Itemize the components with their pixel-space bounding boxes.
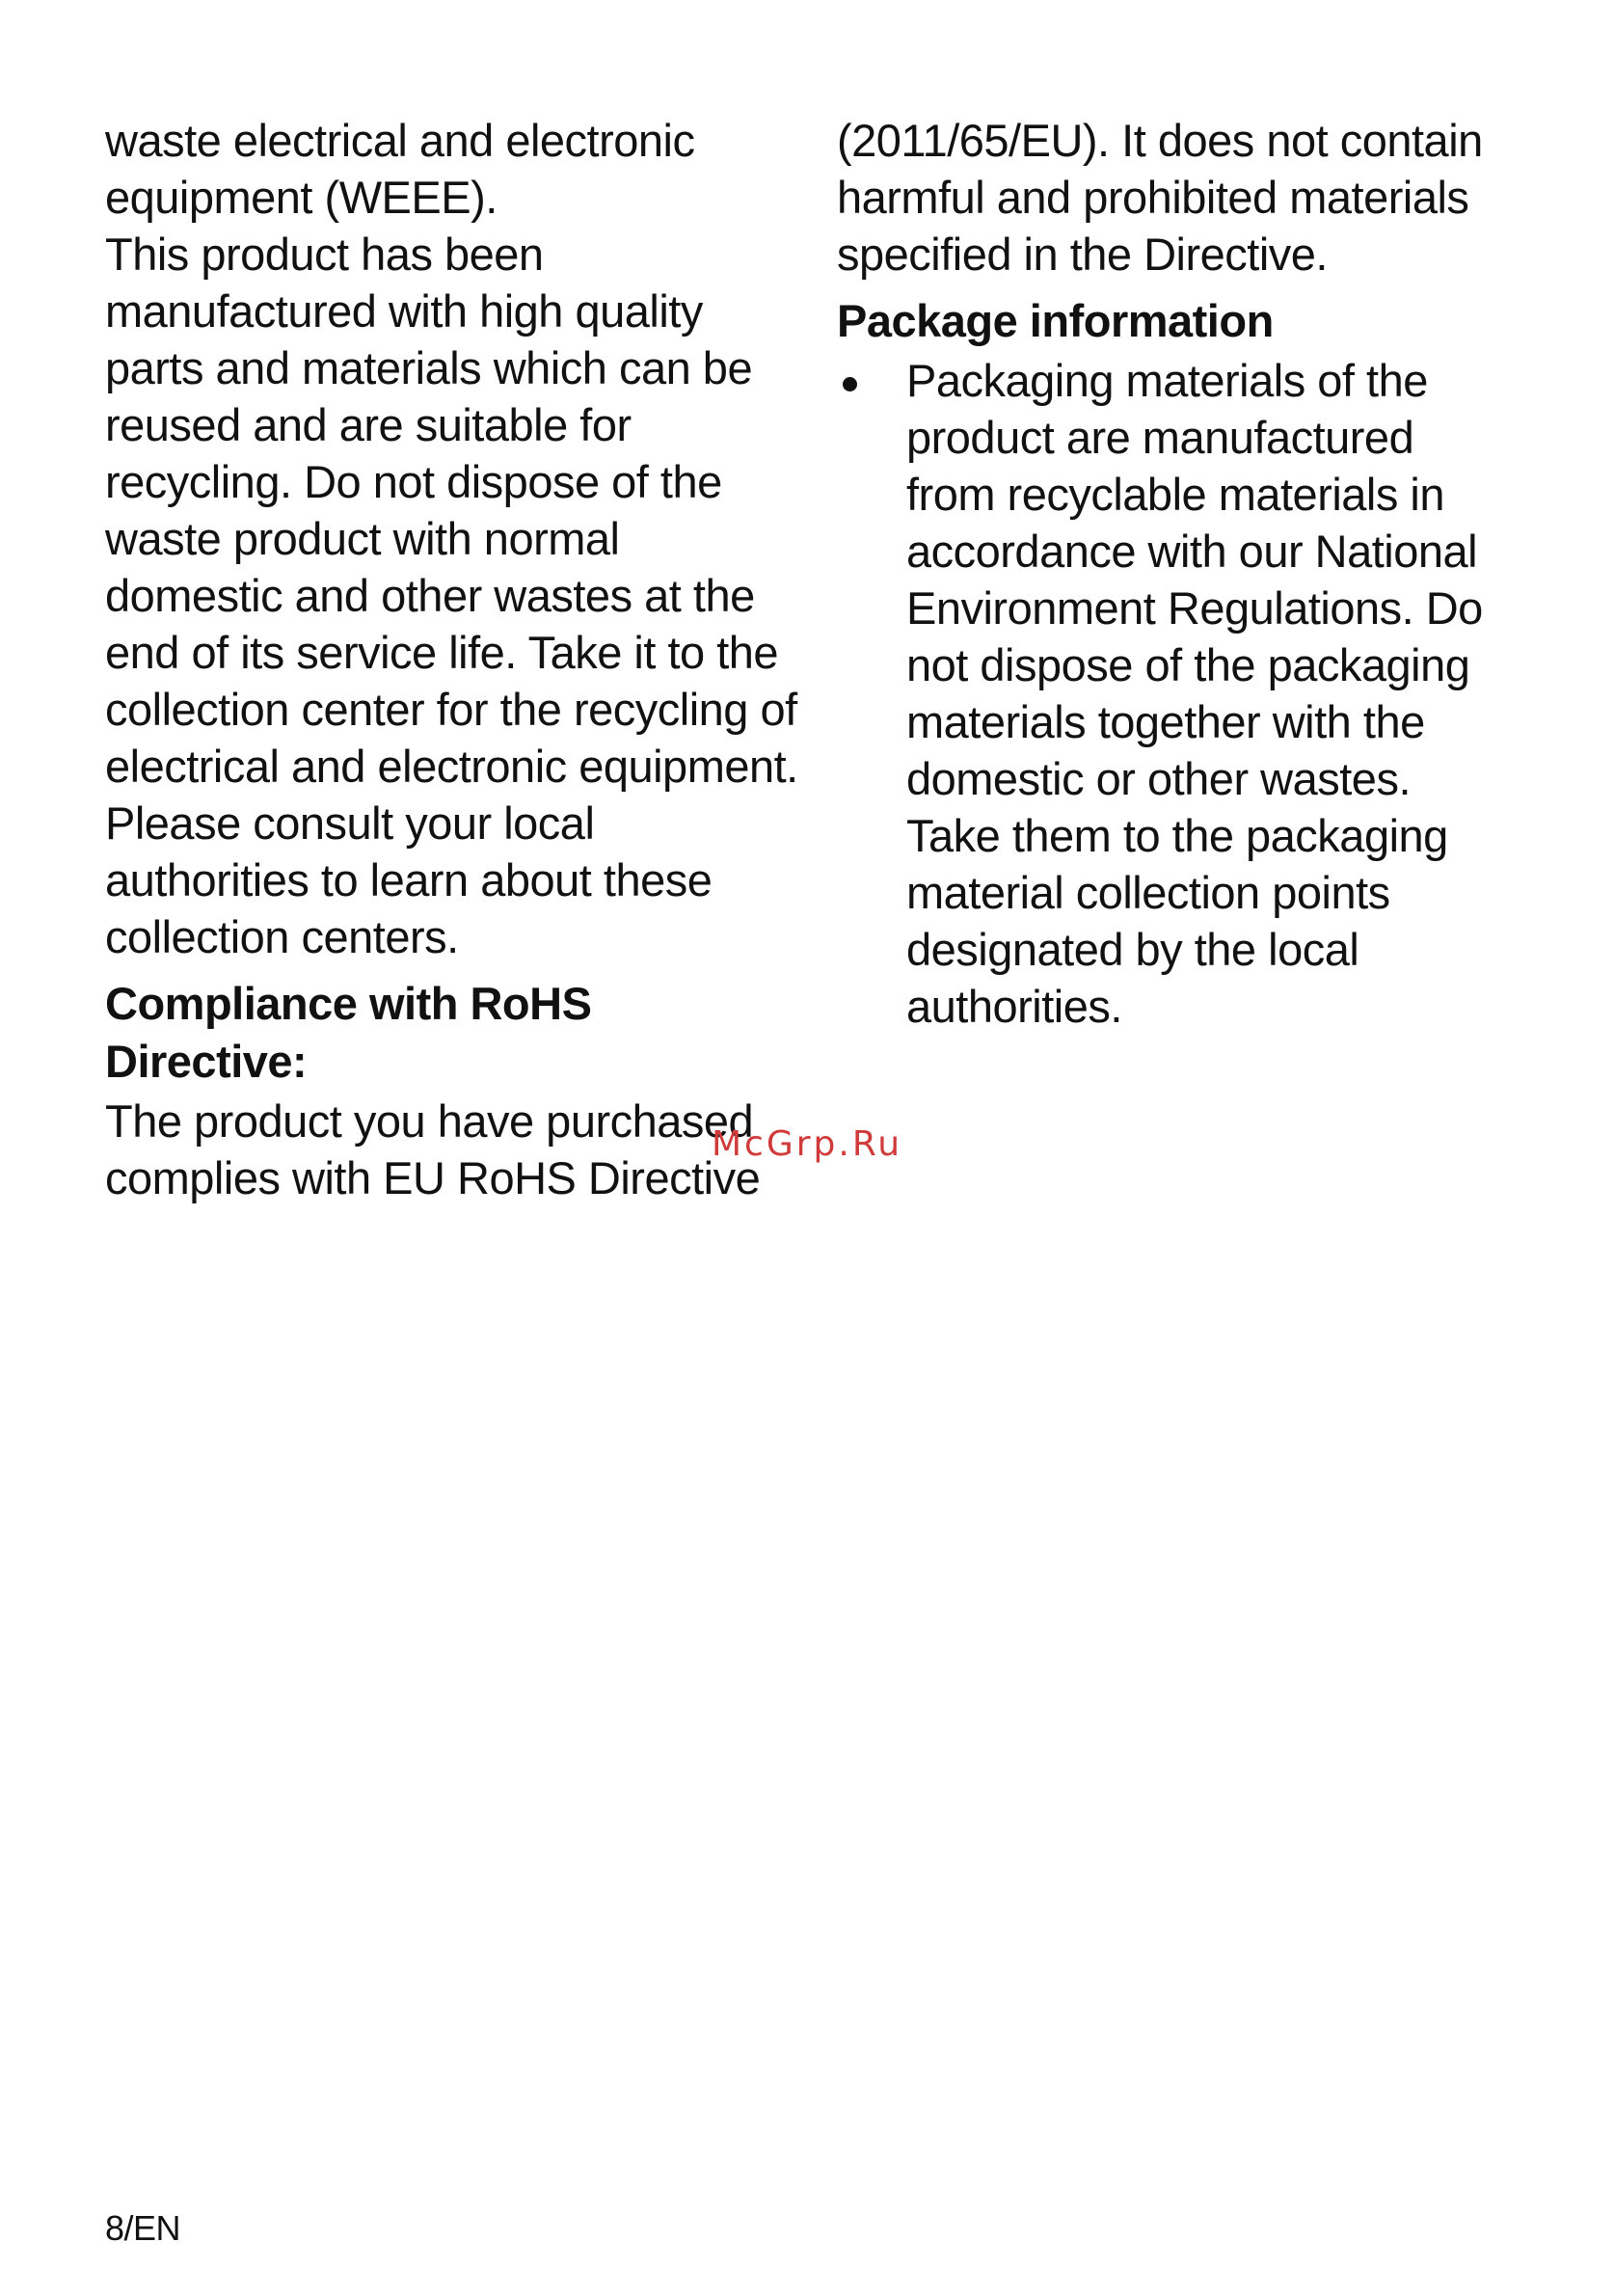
weee-intro-text: waste electrical and electronic equipment (WEEE). xyxy=(105,115,695,223)
package-information-heading: Package information xyxy=(837,295,1274,346)
rohs-heading: Compliance with RoHS Directive: xyxy=(105,978,592,1087)
right-column xyxy=(837,112,1512,1035)
rohs-continued-text: (2011/65/EU). It does not contain harmful and prohibited materials specified in the Directive. xyxy=(837,115,1483,280)
rohs-body-text: The product you have purchased complies with EU RoHS Directive xyxy=(105,1095,761,1203)
weee-body-text: This product has been manufactured with high quality parts and materials which can be reused and are suitable for recycling. Do not dispose of the waste product with normal domestic and other wastes at the end of its service life. Take it to the collection center for the recycling of electrical and electronic equipment. Please consult your local authorities to learn about these collection centers. xyxy=(105,229,798,962)
left-column xyxy=(105,112,799,1206)
package-bullet-list xyxy=(837,352,1512,1035)
package-bullet-text: Packaging materials of the product are manufactured from recyclable materials in accordance with our National Environment Regulations. Do not dispose of the packaging materials together with the domestic or other wastes. Take them to the packaging material collection points designated by the local authorities. xyxy=(906,355,1483,1032)
page-number: 8/EN xyxy=(105,2208,181,2248)
watermark: McGrp.Ru xyxy=(711,1124,903,1164)
bullet-icon xyxy=(843,377,857,392)
list-item xyxy=(837,352,1512,1035)
